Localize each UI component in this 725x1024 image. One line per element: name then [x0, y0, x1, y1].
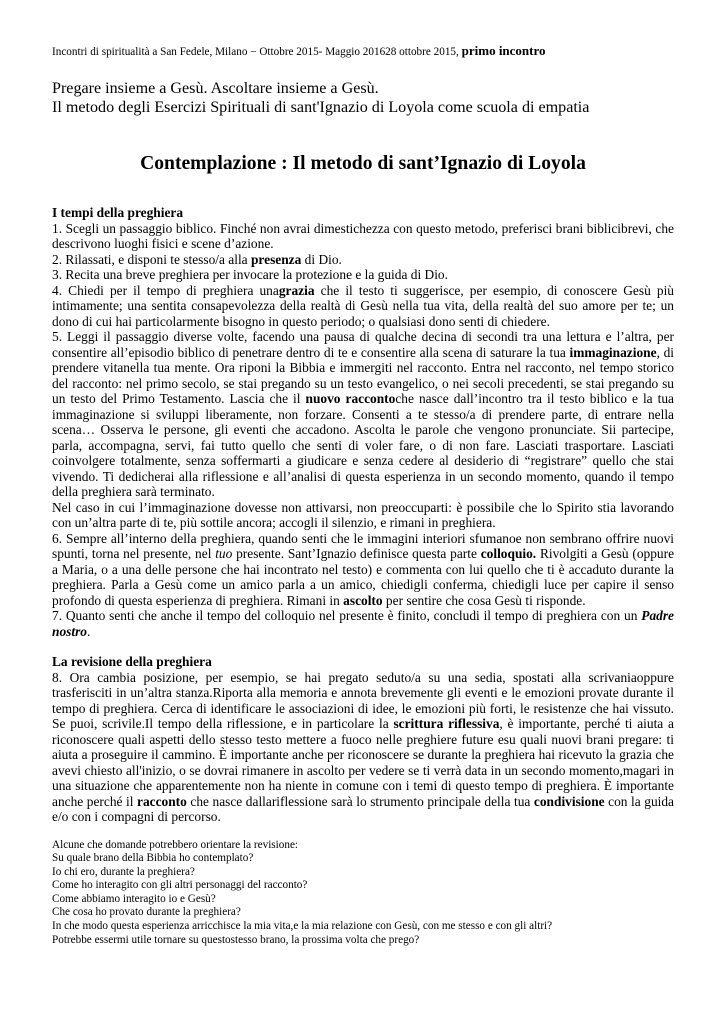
- page-header: [52, 44, 674, 59]
- question-line: Io chi ero, durante la preghiera?: [52, 865, 195, 878]
- paragraph: 2. Rilassati, e disponi te stesso/a alla presenza di Dio.: [52, 251, 342, 267]
- subtitle-line-2: Il metodo degli Esercizi Spirituali di sant'Ignazio di Loyola come scuola di empatia: [52, 99, 590, 116]
- header-text: Incontri di spiritualità a San Fedele, Milano − Ottobre 2015- Maggio 201628 ottobre 2015,: [52, 46, 462, 58]
- paragraph: 7. Quanto senti che anche il tempo del colloquio nel presente è finito, concludi il tempo di preghiera con un Padre nostro.: [52, 608, 674, 639]
- emphasis-bold: nuovo racconto: [305, 391, 396, 406]
- emphasis-bold: racconto: [137, 793, 187, 809]
- section-heading: I tempi della preghiera: [52, 205, 184, 220]
- emphasis-italic: tuo: [215, 546, 233, 561]
- emphasis-bold: immaginazione: [569, 344, 657, 360]
- emphasis-bold: condivisione: [533, 793, 605, 809]
- paragraph: 8. Ora cambia posizione, per esempio, se hai pregato seduto/a su una sedia, spostati alla scrivaniaoppure trasferisciti in un’altra stanza.Riporta alla memoria e annota brevemente gli eventi e le emozioni provate durante il tempo di preghiera. Cerca di identificare le associazioni di idee, le emozioni più forti, le resistenze che hai vissuto. Se puoi, scrivile.Il tempo della riflessione, e in particolare la scrittura riflessiva, è importante, perché ti aiuta a riconoscere quali aspetti dello stesso testo mettere a fuoco nelle preghiere future esu quali nuovi brani pregare: ti aiuta a proseguire il cammino. È importante anche per riconoscere se durante la preghiera hai ricevuto la grazia che avevi chiesto all'inizio, o se dovrai rimanere in ascolto per vedere se ti verrà data in un secondo momento,magari in una situazione che apparentemente non ha niente in comune con i temi di questo tempo di preghiera. È importante anche perché il racconto che nasce dallariflessione sarà lo strumento principale della tua condivisione con la guida e/o con i compagni di percorso.: [52, 669, 674, 824]
- question-line: Potrebbe essermi utile tornare su questostesso brano, la prossima volta che prego?: [52, 933, 420, 946]
- paragraph: 4. Chiedi per il tempo di preghiera unagrazia che il testo ti suggerisce, per esempio, di conoscere Gesù più intimamente; una sentita consapevolezza della realtà di Gesù nella tua vita, della realtà del suo amore per te; un dono di cui hai particolarmente bisogno in questo periodo; o qualsiasi dono senti di chiedere.: [52, 282, 674, 329]
- paragraph: 5. Leggi il passaggio diverse volte, facendo una pausa di qualche decina di secondi tra una lettura e l’altra, per consentire all’episodio biblico di penetrare dentro di te e consentire alla scena di saturare la tua immaginazione, di prendere vitanella tua mente. Ora riponi la Bibbia e immergiti nel racconto. Entra nel racconto, nel tempo storico del racconto: nel primo secolo, se stai pregando su un testo evangelico, o nei secoli precedenti, se stai pregando su un testo del Primo Testamento. Lascia che il nuovo raccontoche nasce dall’incontro tra il testo biblico e la tua immaginazione si sviluppi liberamente, non forzare. Consenti a te stesso/a di prendere parte, di entrare nella scena… Osserva le persone, gli eventi che accadono. Ascolta le parole che vengono pronunciate. Sii partecipe, parla, accompagna, servi, fai tutto quello che senti di voler fare, o di non fare. Lasciati trasportare. Lasciati coinvolgere totalmente, senza soffermarti a giudicare e senza cedere al desiderio di “registrare” quello che stai vivendo. Ti dedicherai alla riflessione e all’analisi di questa esperienza in un secondo momento, quando il tempo della preghiera sarà terminato.: [52, 329, 674, 499]
- paragraph: 3. Recita una breve preghiera per invocare la protezione e la guida di Dio.: [52, 267, 448, 282]
- emphasis-bold: presenza: [250, 251, 302, 267]
- page-title: Contemplazione : Il metodo di sant’Ignazio di Loyola: [140, 153, 586, 174]
- emphasis-bold: grazia: [278, 282, 315, 298]
- question-line: Alcune che domande potrebbero orientare la revisione:: [52, 838, 299, 851]
- question-line: Come ho interagito con gli altri personaggi del racconto?: [52, 879, 308, 892]
- emphasis-bold: scrittura riflessiva: [393, 716, 500, 731]
- section-body: [52, 670, 674, 825]
- question-line: In che modo questa esperienza arricchisce la mia vita,e la mia relazione con Gesù, con me stesso e con gli altri?: [52, 920, 553, 933]
- questions-list: [52, 839, 674, 948]
- emphasis-bold-italic: Padre nostro: [52, 608, 674, 639]
- subtitle: [52, 79, 674, 117]
- question-line: Che cosa ho provato durante la preghiera?: [52, 906, 241, 919]
- emphasis-bold: ascolto: [343, 592, 383, 608]
- question-line: Su quale brano della Bibbia ho contemplato?: [52, 852, 254, 865]
- paragraph: 1. Scegli un passaggio biblico. Finché non avrai dimestichezza con questo metodo, preferisci brani biblicibrevi, che descrivono luoghi fisici e scene d’azione.: [52, 220, 674, 251]
- paragraph: Nel caso in cui l’immaginazione dovesse non attivarsi, non preoccuparti: è possibile che lo Spirito stia lavorando con un’altra parte di te, più sottile ancora; accogli il silenzio, e rimani in preghiera.: [52, 499, 674, 530]
- question-line: Come abbiamo interagito io e Gesù?: [52, 892, 216, 905]
- paragraph: 6. Sempre all’interno della preghiera, quando senti che le immagini interiori sfumanoe non sembrano offrire nuovi spunti, torna nel presente, nel tuo presente. Sant’Ignazio definisce questa parte colloquio. Rivolgiti a Gesù (oppure a Maria, o a una delle persone che hai incontrato nel testo) e commenta con lui quello che ti è accaduto durante la preghiera. Parla a Gesù come un amico parla a un amico, chiedigli conferma, chiedigli luce per capire il senso profondo di questa esperienza di preghiera. Rimani in ascolto per sentire che cosa Gesù ti risponde.: [52, 530, 675, 608]
- emphasis-bold: colloquio.: [480, 546, 537, 561]
- section-body: [52, 221, 674, 640]
- header-bold: primo incontro: [461, 43, 546, 58]
- subtitle-line-1: Pregare insieme a Gesù. Ascoltare insieme a Gesù.: [52, 80, 379, 97]
- section-heading: La revisione della preghiera: [52, 654, 212, 669]
- document-page: [52, 44, 674, 947]
